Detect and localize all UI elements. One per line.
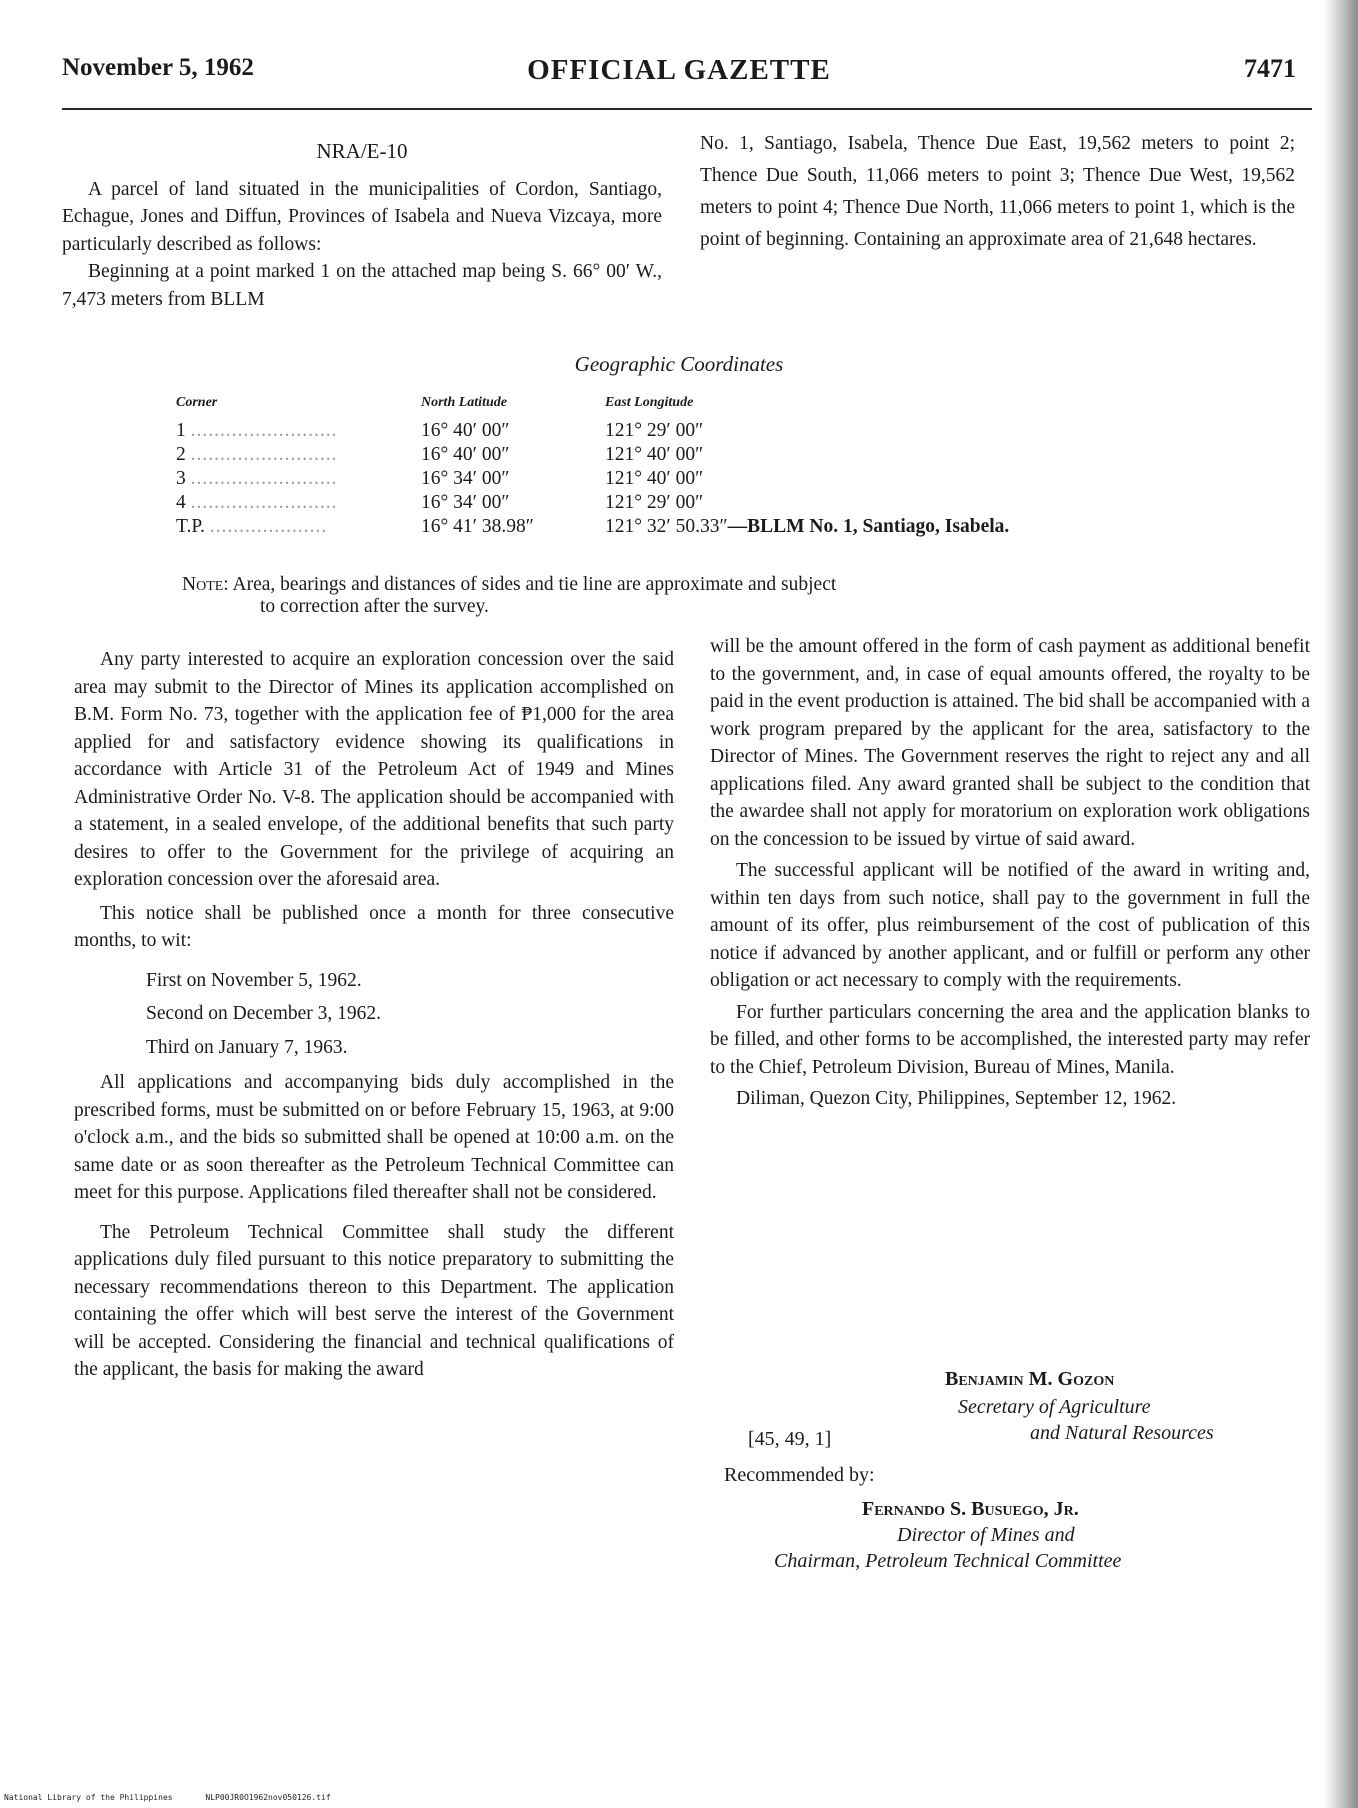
notice-intro-left (62, 138, 662, 313)
table-row (176, 491, 1009, 515)
corner-id: 4 (176, 492, 186, 513)
leader-dots: ......................... (190, 492, 338, 513)
corner-cell (176, 515, 421, 539)
paragraph-successful-applicant: The successful applicant will be notified of the award in writing and, within ten days from such notice, shall pay to the government in full the amount of its offer, plus reimbursement of the cost of publication of this notice if advanced by another applicant, and or fulfill or perform any other obligation or act necessary to comply with the requirements. (710, 860, 1310, 991)
note-label: Note: (182, 574, 229, 595)
latitude-cell: 16° 40′ 00″ (421, 420, 510, 441)
column-header-corner: Corner (176, 395, 218, 410)
tp-reference: —BLLM No. 1, Santiago, Isabela. (727, 516, 1010, 537)
note-text-1: Area, bearings and distances of sides and tie line are approximate and subject (232, 574, 837, 595)
coordinates-table (176, 395, 1009, 539)
note-line-1 (182, 574, 1182, 596)
publication-date-3: Third on January 7, 1963. (146, 1036, 348, 1058)
paragraph-award-basis: will be the amount offered in the form of cash payment as additional benefit to the government, and, in case of equal amounts offered, the royalty to be paid in the event production is attained. The bid shall be accompanied with a work program prepared by the applicant for the area, satisfactory to the Director of Mines. The Government reserves the right to reject any and all applications filed. Any award granted shall be subject to the condition that the awardee shall not apply for moratorium on exploration work obligations on the concession to be issued by virtue of said award. (710, 636, 1310, 850)
longitude-cell: 121° 29′ 00″ (605, 420, 704, 441)
latitude-cell: 16° 34′ 00″ (421, 468, 510, 489)
publication-date-1: First on November 5, 1962. (146, 969, 362, 991)
scan-footer (4, 1793, 359, 1802)
footer-file: NLP00JR0O1962nov050126.tif (205, 1793, 331, 1802)
page-number: 7471 (1244, 54, 1296, 83)
longitude-cell (605, 515, 1009, 539)
paragraph-application: Any party interested to acquire an exploration concession over the said area may submit to the Director of Mines its application accomplished on B.M. Form No. 73, together with the application fee of ₱1,000 for the area applied for and satisfactory evidence showing its qualifications in accordance with Article 31 of the Petroleum Act of 1949 and Mines Administrative Order No. V-8. The application should be accompanied with a statement, in a sealed envelope, of the additional benefits that such party desires to offer to the Government for the privilege of acquiring an exploration concession over the aforesaid area. (74, 649, 674, 890)
notice-code: NRA/E-10 (316, 139, 408, 163)
issue-date: November 5, 1962 (62, 54, 254, 81)
corner-cell (176, 443, 421, 467)
corner-cell (176, 467, 421, 491)
corner-id: 2 (176, 444, 186, 465)
signatory-name (945, 1366, 1114, 1393)
header-rule (62, 108, 1312, 110)
paragraph-further-particulars: For further particulars concerning the area and the application blanks to be filled, and other forms to be accomplished, the interested party may refer to the Chief, Petroleum Division, Bureau of Mines, Manila. (710, 1001, 1310, 1078)
leader-dots: ......................... (190, 420, 338, 441)
director-name: Fernando S. Busuego, Jr. (862, 1498, 1079, 1520)
leader-dots: ......................... (190, 468, 338, 489)
longitude-cell: 121° 40′ 00″ (605, 468, 704, 489)
body-right-column (710, 633, 1310, 1113)
recommender-title-2: Chairman, Petroleum Technical Committee (774, 1550, 1122, 1572)
latitude-cell: 16° 34′ 00″ (421, 492, 510, 513)
signatory-title-1: Secretary of Agriculture (958, 1396, 1151, 1418)
latitude-cell: 16° 41′ 38.98″ (421, 516, 534, 537)
table-row (176, 515, 1009, 539)
longitude-cell: 121° 40′ 00″ (605, 444, 704, 465)
recommended-by-label: Recommended by: (724, 1464, 875, 1486)
leader-dots: .................... (209, 516, 328, 537)
corner-cell (176, 419, 421, 443)
column-header-latitude: North Latitude (421, 395, 507, 410)
longitude-cell: 121° 29′ 00″ (605, 492, 704, 513)
latitude-cell: 16° 40′ 00″ (421, 444, 510, 465)
publication-date-2: Second on December 3, 1962. (146, 1003, 382, 1024)
table-row (176, 419, 1009, 443)
footer-source: National Library of the Philippines (4, 1793, 173, 1802)
table-row (176, 467, 1009, 491)
corner-cell (176, 491, 421, 515)
leader-dots: ......................... (190, 444, 338, 465)
secretary-name: Benjamin M. Gozon (945, 1368, 1115, 1390)
coordinates-title: Geographic Coordinates (574, 352, 784, 376)
corner-id: 3 (176, 468, 186, 489)
notice-description-right: No. 1, Santiago, Isabela, Thence Due East, 19,562 meters to point 2; Thence Due South, 11,066 meters to point 3; Thence Due West, 19,562 meters to point 4; Thence Due North, 11,066 meters to point 1, which is the point of beginning. Containing an approximate area of 21,648 hectares. (700, 133, 1295, 250)
recommender-title-1: Director of Mines and (897, 1524, 1075, 1546)
reference-code: [45, 49, 1] (748, 1428, 832, 1450)
coordinates-header-row (176, 395, 1009, 419)
survey-note (182, 574, 1182, 618)
paragraph-publication: This notice shall be published once a month for three consecutive months, to wit: (74, 902, 674, 951)
signatory-title-2: and Natural Resources (1030, 1422, 1214, 1444)
notice-intro-right (700, 128, 1295, 256)
scan-edge-shadow (1324, 0, 1358, 1808)
column-header-longitude: East Longitude (605, 395, 694, 410)
notice-intro: A parcel of land situated in the municipalities of Cordon, Santiago, Echague, Jones and Diffun, Provinces of Isabela and Nueva Vizcaya, more particularly described as follows: (62, 178, 662, 255)
recommender-name (862, 1496, 1079, 1523)
tp-longitude: 121° 32′ 50.33″ (605, 516, 728, 537)
body-left-column (74, 646, 674, 1384)
paragraph-committee: The Petroleum Technical Committee shall study the different applications duly filed pursuant to this notice preparatory to submitting the necessary recommendations thereon to this Department. The application containing the offer which will best serve the interest of the Government will be accepted. Considering the financial and technical qualifications of the applicant, the basis for making the award (74, 1221, 674, 1380)
corner-id: T.P. (176, 516, 205, 537)
publication-title: OFFICIAL GAZETTE (527, 54, 831, 86)
note-line-2: to correction after the survey. (260, 596, 489, 617)
paragraph-bids: All applications and accompanying bids duly accomplished in the prescribed forms, must be submitted on or before February 15, 1963, at 9:00 o'clock a.m., and the bids so submitted shall be opened at 10:00 a.m. on the same date or as soon thereafter as the Petroleum Technical Committee can meet for this purpose. Applications filed thereafter shall not be considered. (74, 1072, 674, 1203)
place-and-date: Diliman, Quezon City, Philippines, September 12, 1962. (736, 1088, 1177, 1109)
table-row (176, 443, 1009, 467)
corner-id: 1 (176, 420, 186, 441)
notice-description-left: Beginning at a point marked 1 on the attached map being S. 66° 00′ W., 7,473 meters from BLLM (62, 261, 662, 310)
